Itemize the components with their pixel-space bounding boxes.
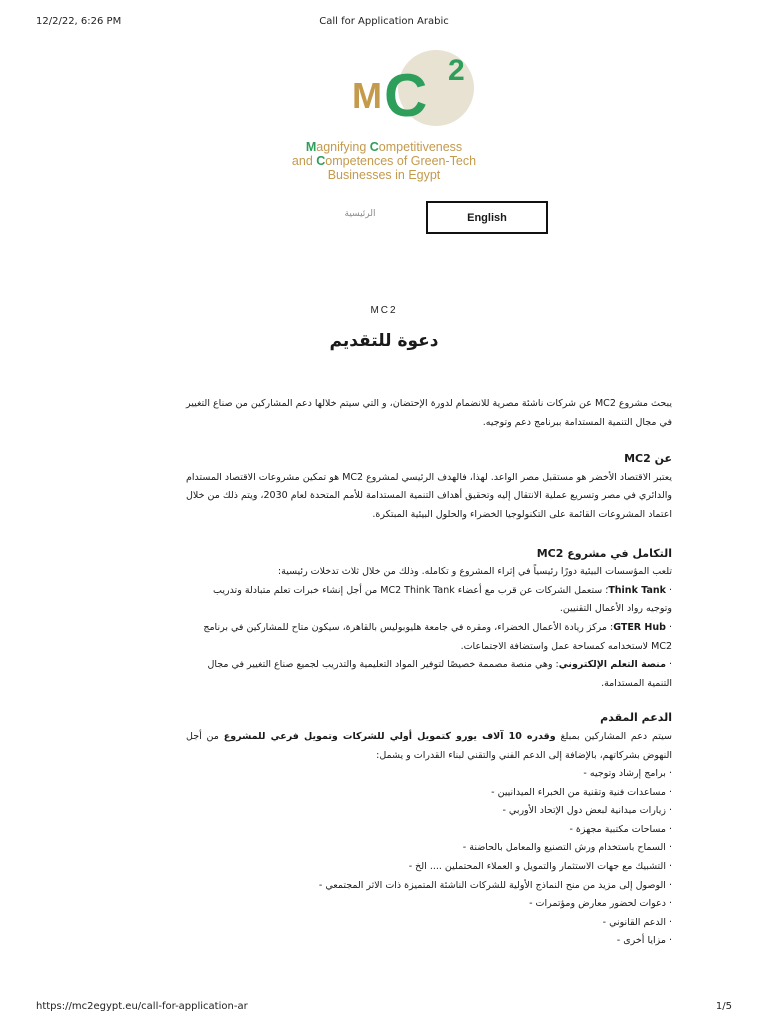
support-item: · الدعم القانوني -	[186, 914, 672, 933]
integration-list	[186, 582, 672, 694]
support-intro-amount: وقدره 10 آلاف يورو كتمويل أولي للشركات وتمويل فرعي للمشروع	[223, 730, 556, 742]
about-heading: عن MC2	[624, 452, 672, 466]
print-url: https://mc2egypt.eu/call-for-application-ar	[36, 1001, 248, 1012]
support-item: · الوصول إلى مزيد من منح النماذج الأولية للشركات الناشئة المتميزة ذات الاثر المجتمعي -	[186, 877, 672, 896]
tagline-text: ompetitiveness	[378, 140, 463, 154]
tagline-line-1	[0, 140, 768, 154]
print-page-number: 1/5	[715, 1001, 732, 1012]
intro-paragraph: يبحث مشروع MC2 عن شركات ناشئة مصرية للانضمام لدورة الإحتضان، و التي سيتم خلالها دعم المشاركين من صناع التغيير في مجال التنمية المستدامة ببرنامج دعم وتوجيه.	[186, 398, 672, 428]
tagline-text: agnifying	[316, 140, 370, 154]
page-title: دعوة للتقديم	[329, 331, 439, 351]
integration-item-think-tank	[186, 582, 672, 619]
support-item: · برامج إرشاد وتوجيه -	[186, 765, 672, 784]
tagline-text: ompetences of Green-Tech	[325, 154, 477, 168]
about-paragraph: يعتبر الاقتصاد الأخضر هو مستقبل مصر الواعد. لهذا، فالهدف الرئيسي لمشروع MC2 هو تمكين مشروعات الاقتصاد المستدام والدائري في مصر وتسريع عملية الانتقال إليه وتحقيق أهداف التنمية المستدامة للأمم المتحدة لعام 2030، ويتم ذلك من خلال اعتماد المشروعات القائمة على التكنولوجيا الخضراء والحلول البيئية المبتكرة.	[186, 471, 672, 520]
support-item: · زيارات ميدانية لبعض دول الإتحاد الأوربي -	[186, 802, 672, 821]
tagline-capital: C	[369, 140, 379, 154]
svg-text:M: M	[352, 75, 382, 116]
support-item: · السماح باستخدام ورش التصنيع والمعامل بالحاضنة -	[186, 839, 672, 858]
svg-text:2: 2	[448, 54, 465, 87]
integration-term: GTER Hub	[613, 621, 666, 633]
support-item: · مزايا أخرى -	[186, 932, 672, 951]
support-intro-prefix: سيتم دعم المشاركين بمبلغ	[555, 730, 673, 742]
tagline-text: and	[291, 154, 317, 168]
support-item: · مساعدات فنية وتقنية من الخبراء الميدانيين -	[186, 784, 672, 803]
support-item: · دعوات لحضور معارض ومؤتمرات -	[186, 895, 672, 914]
support-intro	[186, 728, 672, 765]
integration-item-elearning	[186, 656, 672, 693]
svg-text:C: C	[384, 62, 428, 129]
support-list	[186, 765, 672, 951]
tagline-capital: C	[316, 154, 326, 168]
section-eyebrow: MC2	[370, 305, 398, 316]
integration-text: : وهي منصة مصممة خصيصًا لتوفير المواد التعليمية والتدريب لجميع صناع التغيير في مجال التنمية المستدامة.	[207, 659, 672, 689]
support-intro-suffix: من أجل النهوض بشركاتهم، بالإضافة إلى الدعم الفني والتقني لبناء القدرات و يشمل:	[186, 730, 672, 761]
print-datetime: 12/2/22, 6:26 PM	[36, 16, 122, 27]
integration-heading: التكامل في مشروع MC2	[536, 546, 672, 560]
print-document-title: Call for Application Arabic	[319, 16, 449, 27]
tagline-capital: M	[305, 140, 317, 154]
english-language-button[interactable]: English	[426, 201, 548, 234]
mc2-logo	[340, 50, 500, 136]
logo-tagline	[0, 140, 768, 182]
tagline-line-3: Businesses in Egypt	[327, 168, 441, 182]
support-item: · مساحات مكتبية مجهزة -	[186, 821, 672, 840]
support-item: · التشبيك مع جهات الاستثمار والتمويل و العملاء المحتملين .... الخ -	[186, 858, 672, 877]
integration-text: ؛ ستعمل الشركات عن قرب مع أعضاء MC2 Think Tank من أجل إنشاء خبرات تعلم متبادلة وتدريب وتوجيه رواد الأعمال التقنيين.	[213, 584, 672, 615]
article-body	[186, 395, 672, 951]
integration-term: منصة التعلم الإلكتروني	[558, 659, 666, 671]
nav-home-link[interactable]: الرئيسية	[344, 209, 376, 219]
integration-item-gter-hub	[186, 619, 672, 656]
support-heading: الدعم المقدم	[600, 711, 672, 725]
integration-intro: تلعب المؤسسات البيئية دورًا رئيسياً في إثراء المشروع و تكامله. وذلك من خلال ثلاث تدخلات رئيسية:	[277, 566, 672, 578]
integration-text: : مركز ريادة الأعمال الخضراء، ومقره في جامعة هليوبوليس بالقاهرة، سيكون متاح للمشاركين في برنامج MC2 لاستخدامه كمساحة عمل واستضافة الاجتماعات.	[203, 621, 672, 652]
integration-term: Think Tank	[608, 584, 666, 596]
tagline-line-2	[0, 154, 768, 168]
